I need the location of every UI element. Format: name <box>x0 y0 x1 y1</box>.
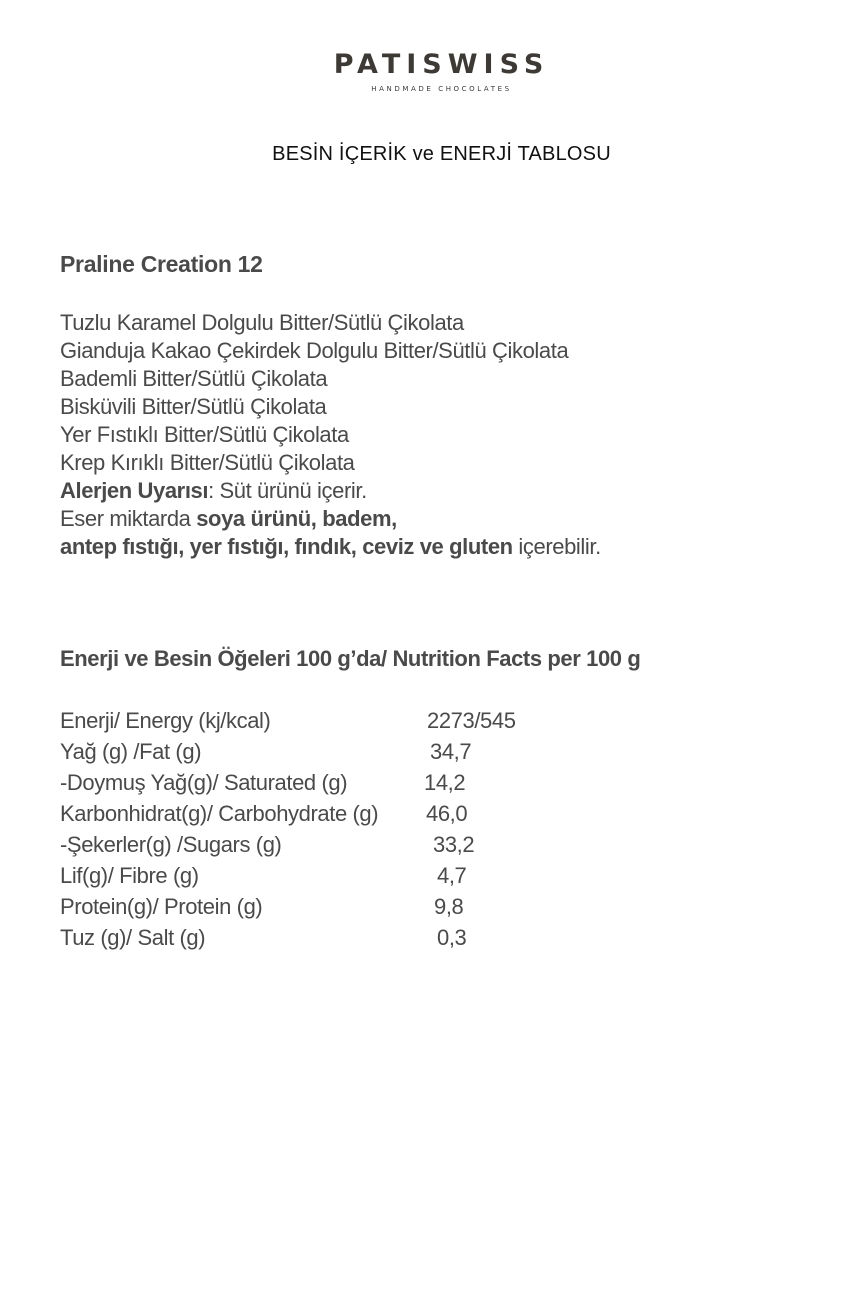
flavor-line: Yer Fıstıklı Bitter/Sütlü Çikolata <box>60 422 349 447</box>
flavor-line: Bademli Bitter/Sütlü Çikolata <box>60 366 328 391</box>
flavor-line: Tuzlu Karamel Dolgulu Bitter/Sütlü Çikolata <box>60 310 464 335</box>
product-name: Praline Creation 12 <box>60 251 263 277</box>
nutrition-table <box>60 705 620 953</box>
nutrition-row-salt <box>60 922 620 953</box>
allergen-warning <box>60 477 601 505</box>
nutrition-label: Yağ (g) /Fat (g) <box>60 739 202 764</box>
nutrition-label: Enerji/ Energy (kj/kcal) <box>60 708 271 733</box>
nutrition-value: 33,2 <box>433 832 475 857</box>
nutrition-row-saturated <box>60 767 620 798</box>
trace-warning-line-1 <box>60 505 601 533</box>
nutrition-label: Tuz (g)/ Salt (g) <box>60 925 206 950</box>
nutrition-row-fibre <box>60 860 620 891</box>
nutrition-label: Protein(g)/ Protein (g) <box>60 894 263 919</box>
flavor-line: Bisküvili Bitter/Sütlü Çikolata <box>60 394 327 419</box>
nutrition-row-sugars <box>60 829 620 860</box>
nutrition-label: Karbonhidrat(g)/ Carbohydrate (g) <box>60 801 379 826</box>
nutrition-label: -Şekerler(g) /Sugars (g) <box>60 832 282 857</box>
brand-logo <box>0 48 867 94</box>
trace-warning-line-2 <box>60 533 601 561</box>
nutrition-value: 14,2 <box>424 770 466 795</box>
product-description <box>60 309 601 561</box>
nutrition-value: 46,0 <box>426 801 468 826</box>
allergen-text: : Süt ürünü içerir. <box>208 478 367 503</box>
nutrition-value: 34,7 <box>430 739 472 764</box>
nutrition-row-carbohydrate <box>60 798 620 829</box>
trace-allergens-2: antep fıstığı, yer fıstığı, fındık, ceviz ve gluten <box>60 534 513 559</box>
nutrition-heading: Enerji ve Besin Öğeleri 100 g’da/ Nutrition Facts per 100 g <box>60 646 641 671</box>
brand-tagline: HANDMADE CHOCOLATES <box>371 85 512 93</box>
flavor-line: Krep Kırıklı Bitter/Sütlü Çikolata <box>60 450 355 475</box>
nutrition-row-protein <box>60 891 620 922</box>
nutrition-row-fat <box>60 736 620 767</box>
nutrition-value: 2273/545 <box>427 708 516 733</box>
brand-name: PATISWISS <box>333 49 550 80</box>
allergen-label: Alerjen Uyarısı <box>60 478 209 503</box>
trace-suffix: içerebilir. <box>512 534 601 559</box>
trace-prefix: Eser miktarda <box>60 506 197 531</box>
flavor-line: Gianduja Kakao Çekirdek Dolgulu Bitter/Sütlü Çikolata <box>60 338 569 363</box>
nutrition-value: 9,8 <box>434 894 464 919</box>
trace-allergens-1: soya ürünü, badem, <box>196 506 397 531</box>
nutrition-row-energy <box>60 705 620 736</box>
nutrition-value: 4,7 <box>437 863 467 888</box>
nutrition-label: Lif(g)/ Fibre (g) <box>60 863 199 888</box>
nutrition-label: -Doymuş Yağ(g)/ Saturated (g) <box>60 770 348 795</box>
nutrition-value: 0,3 <box>437 925 467 950</box>
document-title: BESİN İÇERİK ve ENERJİ TABLOSU <box>272 143 611 165</box>
